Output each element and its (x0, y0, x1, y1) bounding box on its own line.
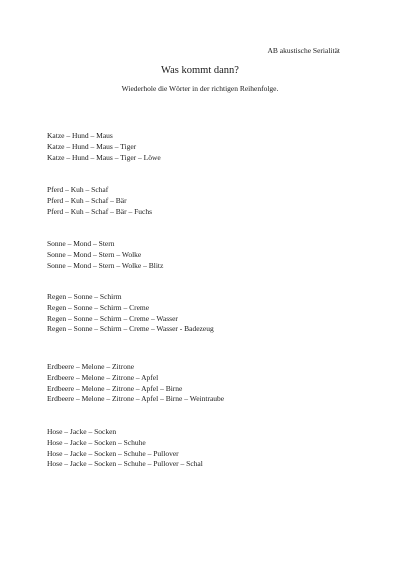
sequence-line: Erdbeere – Melone – Zitrone – Apfel – Birne – Weintraube (47, 394, 225, 404)
sequence-line: Pferd – Kuh – Schaf – Bär – Fuchs (47, 206, 152, 216)
sequence-line: Erdbeere – Melone – Zitrone – Apfel – Birne (47, 383, 183, 393)
sequence-line: Pferd – Kuh – Schaf (47, 185, 109, 194)
word-sequence-group-animals-1 (47, 131, 161, 163)
sequence-line: Pferd – Kuh – Schaf – Bär (47, 195, 127, 205)
word-sequence-group-fruits (47, 362, 224, 405)
sequence-line: Regen – Sonne – Schirm – Creme – Wasser (47, 313, 178, 323)
sequence-line: Sonne – Mond – Stern (47, 239, 115, 248)
sequence-line: Hose – Jacke – Socken (47, 427, 117, 436)
sequence-line: Regen – Sonne – Schirm (47, 292, 122, 301)
sequence-line: Erdbeere – Melone – Zitrone – Apfel (47, 372, 159, 382)
sequence-line: Hose – Jacke – Socken – Schuhe – Pullover – Schal (47, 459, 203, 469)
word-sequence-group-weather (47, 292, 214, 335)
sequence-line: Hose – Jacke – Socken – Schuhe (47, 437, 146, 447)
word-sequence-group-sky (47, 239, 163, 271)
sequence-line: Erdbeere – Melone – Zitrone (47, 362, 135, 371)
sequence-line: Katze – Hund – Maus – Tiger – Löwe (47, 152, 161, 162)
sequence-line: Katze – Hund – Maus (47, 131, 113, 140)
instruction-text: Wiederhole die Wörter in der richtigen Reihenfolge. (121, 84, 279, 93)
header-label: AB akustische Serialität (267, 46, 340, 55)
word-sequence-group-clothing (47, 427, 203, 470)
sequence-line: Hose – Jacke – Socken – Schuhe – Pullover (47, 448, 179, 458)
sequence-line: Regen – Sonne – Schirm – Creme (47, 302, 150, 312)
sequence-line: Regen – Sonne – Schirm – Creme – Wasser - Badezeug (47, 324, 214, 334)
sequence-line: Katze – Hund – Maus – Tiger (47, 141, 137, 151)
sequence-line: Sonne – Mond – Stern – Wolke (47, 249, 142, 259)
word-sequence-group-animals-2 (47, 185, 152, 217)
sequence-line: Sonne – Mond – Stern – Wolke – Blitz (47, 260, 164, 270)
page-title: Was kommt dann? (161, 65, 239, 76)
